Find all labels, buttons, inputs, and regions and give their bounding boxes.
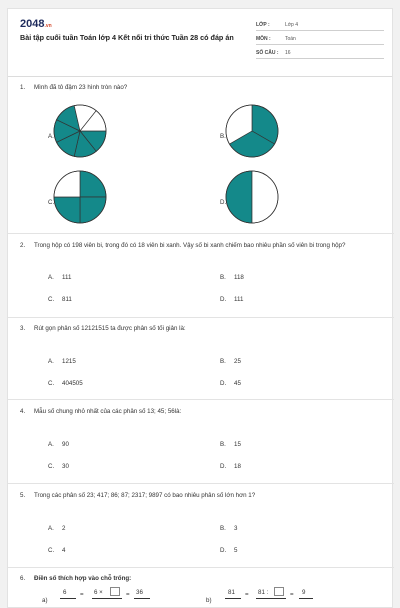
option-b[interactable]: B. 25 xyxy=(220,358,241,365)
answer-box-b[interactable] xyxy=(274,587,284,596)
divider xyxy=(8,483,394,484)
option-c[interactable]: C. 404505 xyxy=(48,380,83,387)
fraction-bar xyxy=(134,598,150,599)
option-a[interactable]: A. 111 xyxy=(48,274,72,281)
option-d[interactable]: D. 18 xyxy=(220,463,241,470)
pie-chart-a[interactable] xyxy=(52,103,108,159)
equals-sign: = xyxy=(126,591,130,598)
question-text: Mình đã tô đậm 23 hình tròn nào? xyxy=(34,84,128,91)
pie-slice xyxy=(226,171,252,223)
option-d[interactable]: D. xyxy=(220,199,227,206)
question-number: 3. xyxy=(20,325,26,332)
answer-box-a[interactable] xyxy=(110,587,120,596)
question-number: 2. xyxy=(20,242,26,249)
option-b[interactable]: B. xyxy=(220,133,226,140)
option-a[interactable]: A. 90 xyxy=(48,441,69,448)
option-a[interactable]: A. xyxy=(48,133,54,140)
fraction-bar xyxy=(299,598,313,599)
option-c[interactable]: C. xyxy=(48,199,55,206)
fraction-b-numerator: 81 xyxy=(228,589,235,596)
worksheet-title: Bài tập cuối tuần Toán lớp 4 Kết nối tri thức Tuần 28 có đáp án xyxy=(20,33,234,42)
option-c[interactable]: C. 811 xyxy=(48,296,72,303)
question-number: 1. xyxy=(20,84,26,91)
fraction-b-result: 9 xyxy=(302,589,306,596)
option-d[interactable]: D. 111 xyxy=(220,296,244,303)
fraction-bar xyxy=(256,598,286,599)
fraction-bar xyxy=(60,598,76,599)
option-a[interactable]: A. 1215 xyxy=(48,358,76,365)
equals-sign: = xyxy=(290,591,294,598)
question-text: Mẫu số chung nhỏ nhất của các phân số 13; 45; 56là: xyxy=(34,408,182,415)
brand-logo[interactable]: 2048.vn xyxy=(20,18,52,30)
option-b[interactable]: B. 15 xyxy=(220,441,241,448)
pie-chart-d[interactable] xyxy=(224,169,280,225)
question-text: Trong các phân số 23; 417; 86; 87; 2317; 9897 có bao nhiêu phân số lớn hơn 1? xyxy=(34,492,256,499)
divider xyxy=(8,233,394,234)
option-c[interactable]: C. 30 xyxy=(48,463,69,470)
fraction-a-result: 36 xyxy=(136,589,143,596)
question-number: 5. xyxy=(20,492,26,499)
worksheet-page xyxy=(7,8,393,608)
worksheet-header xyxy=(8,9,392,77)
fraction-bar xyxy=(225,598,241,599)
equals-sign: = xyxy=(245,591,249,598)
divider xyxy=(8,317,394,318)
part-b-label: b) xyxy=(206,597,212,604)
part-a-label: a) xyxy=(42,597,48,604)
pie-chart-b[interactable] xyxy=(224,103,280,159)
meta-grade: LỚP : Lớp 4 xyxy=(256,20,384,31)
fraction-a-numerator: 6 xyxy=(63,589,67,596)
pie-chart-c[interactable] xyxy=(52,169,108,225)
divider xyxy=(8,567,394,568)
question-text: Điền số thích hợp vào chỗ trống: xyxy=(34,575,132,582)
option-d[interactable]: D. 5 xyxy=(220,547,238,554)
option-b[interactable]: B. 3 xyxy=(220,525,238,532)
divider xyxy=(8,399,394,400)
question-number: 6. xyxy=(20,575,26,582)
option-a[interactable]: A. 2 xyxy=(48,525,66,532)
question-number: 4. xyxy=(20,408,26,415)
fraction-bar xyxy=(92,598,122,599)
fraction-b-divide: 81 : xyxy=(258,589,269,596)
meta-question-count: SỐ CÂU : 16 xyxy=(256,48,384,59)
option-c[interactable]: C. 4 xyxy=(48,547,66,554)
equals-sign: = xyxy=(80,591,84,598)
pie-slice xyxy=(252,171,278,223)
question-text: Rút gọn phân số 12121515 ta được phân số tối giản là: xyxy=(34,325,186,332)
option-b[interactable]: B. 118 xyxy=(220,274,244,281)
question-text: Trong hộp có 198 viên bi, trong đó có 18 viên bi xanh. Vậy số bi xanh chiếm bao nhiêu phần số viên bi trong hộp? xyxy=(34,242,346,249)
option-d[interactable]: D. 45 xyxy=(220,380,241,387)
meta-subject: MÔN : Toán xyxy=(256,34,384,45)
fraction-a-multiply: 6 × xyxy=(94,589,103,596)
